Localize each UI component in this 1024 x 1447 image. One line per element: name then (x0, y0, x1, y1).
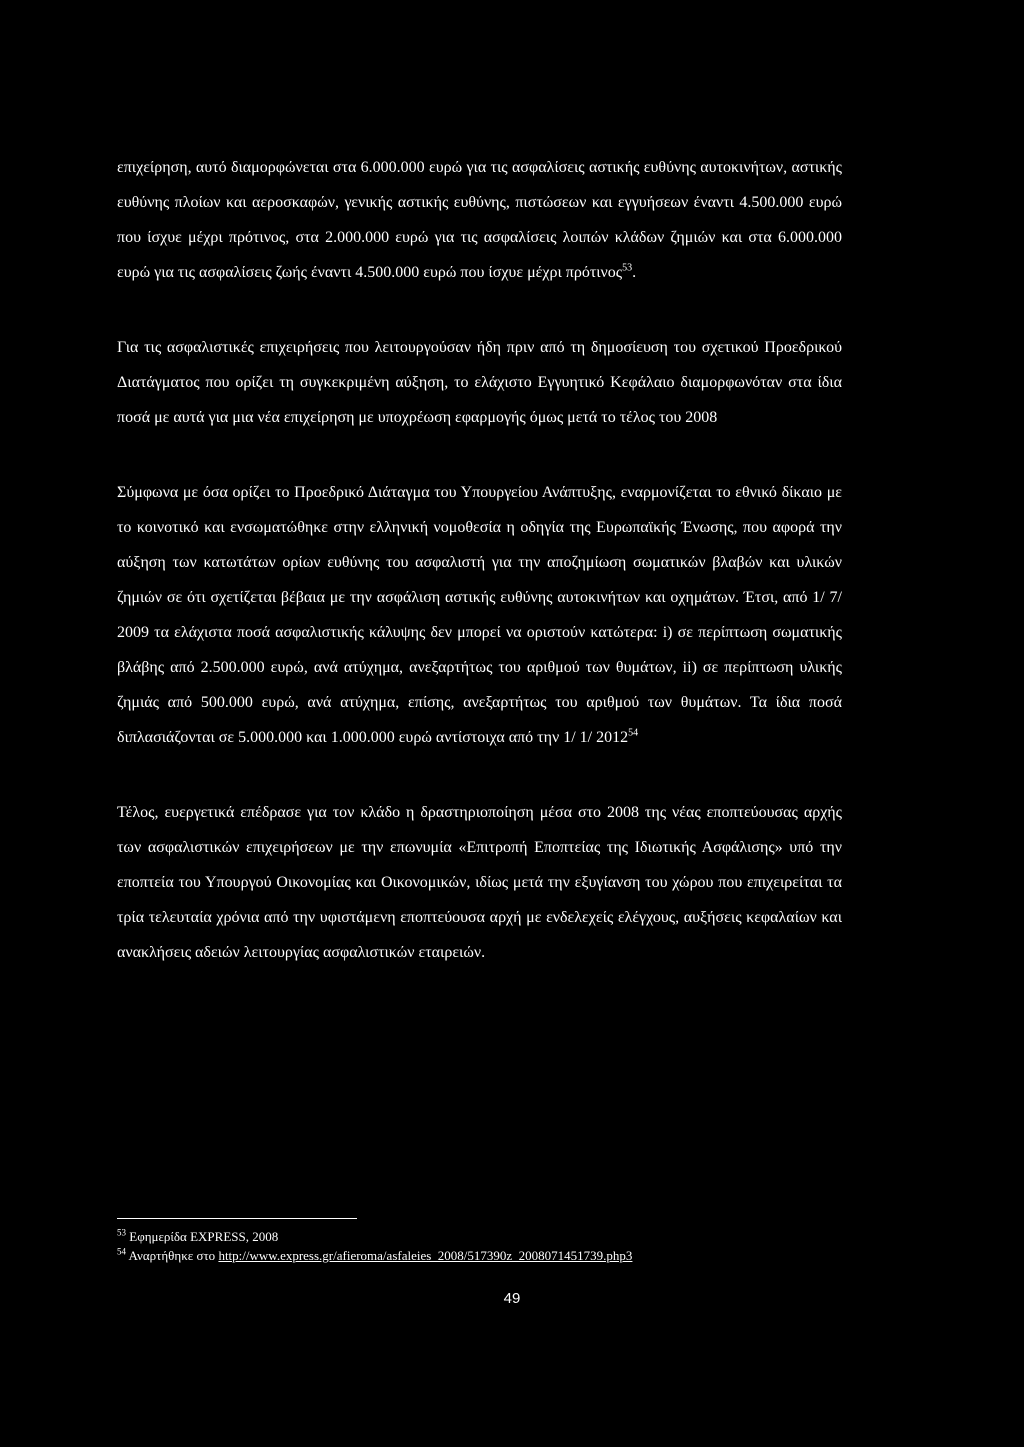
footnote-54 (117, 1246, 842, 1265)
footnote-53-text: Εφημερίδα EXPRESS, 2008 (129, 1229, 279, 1244)
footnote-53-number: 53 (117, 1227, 126, 1238)
footnote-ref-53[interactable]: 53 (622, 262, 633, 274)
body-text (117, 150, 842, 970)
paragraph-3 (117, 475, 842, 755)
paragraph-4 (117, 795, 842, 970)
footnotes (117, 1218, 842, 1265)
footnote-54-link[interactable]: http://www.express.gr/afieroma/asfaleies_2008/517390z_2008071451739.php3 (218, 1248, 633, 1263)
paragraph-2 (117, 330, 842, 435)
footnote-54-number: 54 (117, 1246, 126, 1257)
paragraph-1-text: επιχείρηση, αυτό διαμορφώνεται στα 6.000.000 ευρώ για τις ασφαλίσεις αστικής ευθύνης αυτοκινήτων, αστικής ευθύνης πλοίων και αεροσκαφών, γενικής αστικής ευθύνης, πιστώσεων και εγγυήσεων έναντι 4.500.000 ευρώ που ίσχυε μέχρι πρότινος, στα 2.000.000 ευρώ για τις ασφαλίσεις λοιπών κλάδων ζημιών και στα 6.000.000 ευρώ για τις ασφαλίσεις ζωής έναντι 4.500.000 ευρώ που ίσχυε μέχρι πρότινος (117, 159, 842, 281)
page-number: 49 (503, 1290, 521, 1307)
footnote-divider (117, 1218, 357, 1219)
footnote-ref-54[interactable]: 54 (628, 727, 639, 739)
paragraph-4-text: Τέλος, ευεργετικά επέδρασε για τον κλάδο η δραστηριοποίηση μέσα στο 2008 της νέας εποπτεύουσας αρχής των ασφαλιστικών επιχειρήσεων με την επωνυμία «Επιτροπή Εποπτείας της Ιδιωτικής Ασφάλισης» υπό την εποπτεία του Υπουργού Οικονομίας και Οικονομικών, ιδίως μετά την εξυγίανση του χώρου που επιχειρείται τα τρία τελευταία χρόνια από την υφιστάμενη εποπτεύουσα αρχή με ενδελεχείς ελέγχους, αυξήσεις κεφαλαίων και ανακλήσεις αδειών λειτουργίας ασφαλιστικών εταιρειών. (117, 804, 842, 961)
footnote-53 (117, 1227, 842, 1246)
footnote-54-text: Αναρτήθηκε στο (128, 1248, 219, 1263)
paragraph-1 (117, 150, 842, 290)
paragraph-2-text: Για τις ασφαλιστικές επιχειρήσεις που λειτουργούσαν ήδη πριν από τη δημοσίευση του σχετικού Προεδρικού Διατάγματος που ορίζει τη συγκεκριμένη αύξηση, το ελάχιστο Εγγυητικό Κεφάλαιο διαμορφωνόταν στα ίδια ποσά με αυτά για μια νέα επιχείρηση με υποχρέωση εφαρμογής όμως μετά το τέλος του 2008 (117, 339, 842, 426)
paragraph-1-tail: . (632, 264, 637, 281)
paragraph-3-text: Σύμφωνα με όσα ορίζει το Προεδρικό Διάταγμα του Υπουργείου Ανάπτυξης, εναρμονίζεται το εθνικό δίκαιο με το κοινοτικό και ενσωματώθηκε στην ελληνική νομοθεσία η οδηγία της Ευρωπαϊκής Ένωσης, που αφορά την αύξηση των κατωτάτων ορίων ευθύνης του ασφαλιστή για την αποζημίωση σωματικών βλαβών και υλικών ζημιών σε ότι σχετίζεται βέβαια με την ασφάλιση αστικής ευθύνης αυτοκινήτων και οχημάτων. Έτσι, από 1/ 7/ 2009 τα ελάχιστα ποσά ασφαλιστικής κάλυψης δεν μπορεί να οριστούν κατώτερα: i) σε περίπτωση σωματικής βλάβης από 2.500.000 ευρώ, ανά ατύχημα, ανεξαρτήτως του αριθμού των θυμάτων, ii) σε περίπτωση υλικής ζημιάς από 500.000 ευρώ, ανά ατύχημα, επίσης, ανεξαρτήτως του αριθμού των θυμάτων. Τα ίδια ποσά διπλασιάζονται σε 5.000.000 και 1.000.000 ευρώ αντίστοιχα από την 1/ 1/ 2012 (117, 484, 842, 746)
